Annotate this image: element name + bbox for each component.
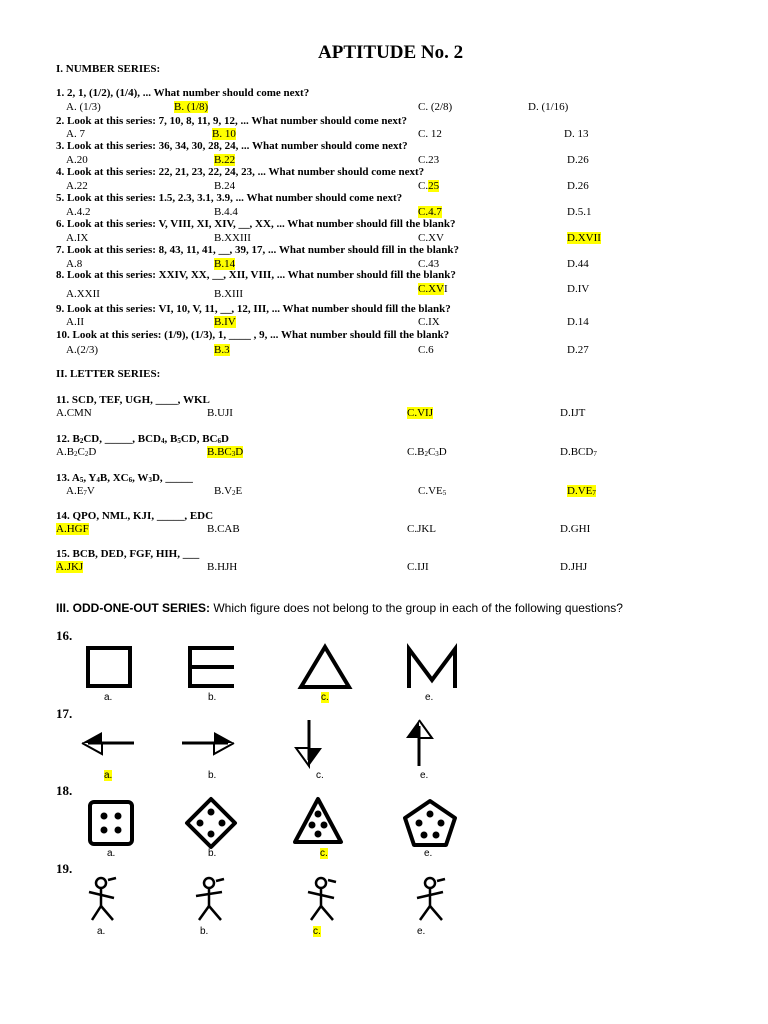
label-19b: b.	[200, 926, 209, 937]
option-4a: A.22	[66, 180, 88, 192]
label-19a: a.	[97, 926, 106, 937]
option-15c: C.IJI	[407, 561, 429, 573]
question-8: 8. Look at this series: XXIV, XX, __, XII, VIII, ... What number should fill the blank?	[56, 269, 456, 281]
option-1b: B. (1/8)	[174, 101, 209, 113]
option-6d: D.XVII	[567, 232, 601, 244]
figure-19e-stick-figure	[412, 876, 448, 924]
option-15b: B.HJH	[207, 561, 238, 573]
option-9d: D.14	[567, 316, 589, 328]
option-4b: B.24	[214, 180, 236, 192]
question-1: 1. 2, 1, (1/2), (1/4), ... What number should come next?	[56, 87, 310, 99]
option-3c: C.23	[418, 154, 440, 166]
figure-16a-square	[86, 646, 134, 688]
question-9: 9. Look at this series: VI, 10, V, 11, __, 12, III, ... What number should fill the blank?	[56, 303, 451, 315]
option-1c: C. (2/8)	[418, 101, 453, 113]
figure-17b-arrow-right	[180, 728, 236, 758]
question-4: 4. Look at this series: 22, 21, 23, 22, 24, 23, ... What number should come next?	[56, 166, 425, 178]
option-8b: B.XIII	[214, 288, 244, 300]
label-18c: c.	[320, 848, 328, 859]
option-4d: D.26	[567, 180, 589, 192]
figure-17e-arrow-up	[402, 718, 436, 768]
label-17c: c.	[316, 770, 324, 781]
question-5: 5. Look at this series: 1.5, 2.3, 3.1, 3.9, ... What number should come next?	[56, 192, 403, 204]
label-19c: c.	[313, 926, 321, 937]
option-11c: C.VIJ	[407, 407, 433, 419]
option-13b: $B.V_2E$	[214, 485, 243, 497]
question-13: 13. $A_5$, $Y_4B$, $XC_6$, $W_3D$, _____	[56, 472, 193, 484]
figure-19c-stick-figure	[304, 876, 340, 924]
option-5a: A.4.2	[66, 206, 91, 218]
figure-16c-triangle	[298, 644, 352, 690]
page-title: APTITUDE No. 2	[318, 42, 464, 63]
option-8a: A.XXII	[66, 288, 100, 300]
option-2d: D. 13	[564, 128, 589, 140]
option-14a: A.HGF	[56, 523, 89, 535]
option-6b: B.XXIII	[214, 232, 251, 244]
option-5c: C.4.7	[418, 206, 442, 218]
label-16b: b.	[208, 692, 217, 703]
question-16-number: 16.	[56, 628, 73, 643]
option-9c: C.IX	[418, 316, 440, 328]
option-7d: D.44	[567, 258, 589, 270]
section-heading-letter-series: II. LETTER SERIES:	[56, 368, 161, 380]
label-16c: c.	[321, 692, 329, 703]
option-9b: B.IV	[214, 316, 236, 328]
option-12d: $D.BCD_7$	[560, 446, 597, 458]
figure-18a-square-dots	[88, 800, 134, 846]
option-3a: A.20	[66, 154, 88, 166]
option-12b: $B.BC_3D$	[207, 446, 244, 458]
option-11a: A.CMN	[56, 407, 92, 419]
question-18-number: 18.	[56, 783, 73, 798]
option-8c: C.XVI	[418, 283, 448, 295]
option-12c: $C.B_2C_3D$	[407, 446, 447, 458]
question-6: 6. Look at this series: V, VIII, XI, XIV, __, XX, ... What number should fill the blank?	[56, 218, 456, 230]
figure-19b-stick-figure	[192, 876, 228, 924]
question-7: 7. Look at this series: 8, 43, 11, 41, __, 39, 17, ... What number should fill in the blank?	[56, 244, 459, 256]
question-14: 14. QPO, NML, KJI, _____, EDC	[56, 510, 214, 522]
option-10d: D.27	[567, 344, 589, 356]
figure-17a-arrow-left	[80, 728, 136, 758]
option-6a: A.IX	[66, 232, 89, 244]
option-14b: B.CAB	[207, 523, 240, 535]
option-3d: D.26	[567, 154, 589, 166]
option-13c: $C.VE_5$	[418, 485, 447, 497]
option-9a: A.II	[66, 316, 85, 328]
option-1a: A. (1/3)	[66, 101, 101, 113]
question-15: 15. BCB, DED, FGF, HIH, ___	[56, 548, 200, 560]
option-3b: B.22	[214, 154, 236, 166]
label-16e: e.	[425, 692, 434, 703]
question-10: 10. Look at this series: (1/9), (1/3), 1, ____ , 9, ... What number should fill the blank?	[56, 329, 450, 341]
option-6c: C.XV	[418, 232, 444, 244]
question-3: 3. Look at this series: 36, 34, 30, 28, 24, ... What number should come next?	[56, 140, 408, 152]
option-13a: $A.E_7V$	[66, 485, 95, 497]
option-10b: B.3	[214, 344, 230, 356]
figure-18c-triangle-dots	[292, 796, 344, 846]
option-11d: D.IJT	[560, 407, 586, 419]
question-11: 11. SCD, TEF, UGH, ____, WKL	[56, 394, 210, 406]
option-11b: B.UJI	[207, 407, 233, 419]
section-heading-number-series: I. NUMBER SERIES:	[56, 63, 161, 75]
label-18e: e.	[424, 848, 433, 859]
question-17-number: 17.	[56, 706, 73, 721]
figure-16e-m-shape	[406, 646, 458, 690]
figure-19a-stick-figure	[86, 876, 122, 924]
option-14c: C.JKL	[407, 523, 437, 535]
option-15d: D.JHJ	[560, 561, 588, 573]
section-heading-odd-one-out: III. ODD-ONE-OUT SERIES: Which figure does not belong to the group in each of the following questions?	[56, 601, 623, 615]
option-14d: D.GHI	[560, 523, 591, 535]
label-17a: a.	[104, 770, 113, 781]
label-17e: e.	[420, 770, 429, 781]
question-19-number: 19.	[56, 861, 73, 876]
option-10c: C.6	[418, 344, 434, 356]
option-7a: A.8	[66, 258, 83, 270]
figure-17c-arrow-down	[292, 718, 326, 768]
label-19e: e.	[417, 926, 426, 937]
option-7c: C.43	[418, 258, 440, 270]
option-2c: C. 12	[418, 128, 442, 140]
option-2a: A. 7	[66, 128, 85, 140]
option-15a: A.JKJ	[56, 561, 84, 573]
question-2: 2. Look at this series: 7, 10, 8, 11, 9, 12, ... What number should come next?	[56, 115, 408, 127]
option-12a: $A.B_2C_2D$	[56, 446, 97, 458]
label-18a: a.	[107, 848, 116, 859]
label-17b: b.	[208, 770, 217, 781]
label-16a: a.	[104, 692, 113, 703]
figure-16b-e-shape	[188, 646, 238, 688]
option-2b: B. 10	[212, 128, 236, 140]
option-13d: $D.VE_7$	[567, 485, 596, 497]
option-5b: B.4.4	[214, 206, 238, 218]
option-7b: B.14	[214, 258, 236, 270]
figure-18b-diamond-dots	[184, 796, 238, 850]
option-1d: D. (1/16)	[528, 101, 569, 113]
option-10a: A.(2/3)	[66, 344, 99, 356]
question-12: 12. $B_2CD$, _____, $BCD_4$, $B_5CD$, $BC_6D$	[56, 433, 229, 445]
option-8d: D.IV	[567, 283, 590, 295]
option-5d: D.5.1	[567, 206, 592, 218]
figure-18e-pentagon-dots	[402, 798, 458, 848]
option-4c: C.25	[418, 180, 440, 192]
label-18b: b.	[208, 848, 217, 859]
